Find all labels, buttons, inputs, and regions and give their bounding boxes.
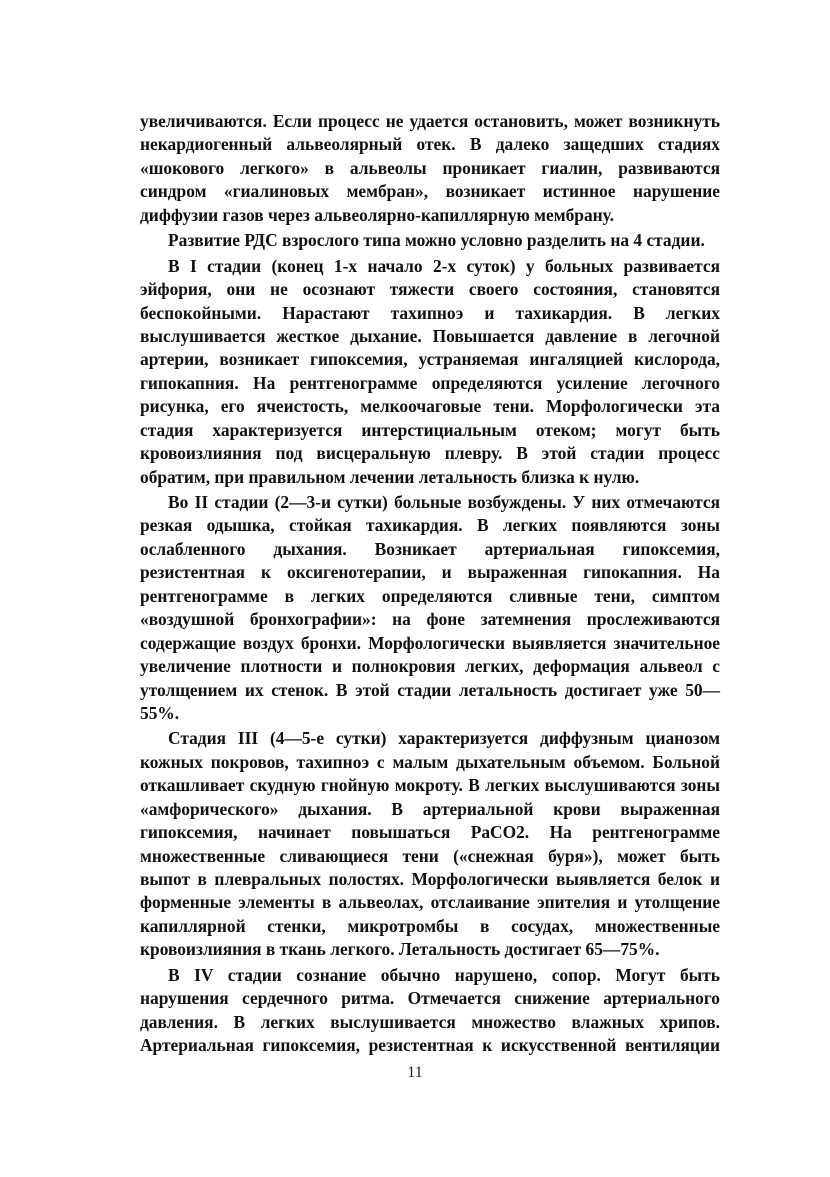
- text-line: 55%.: [140, 702, 180, 723]
- text-line: выпот в плевральных полостях. Морфологически выявляется белок и: [140, 869, 720, 889]
- text-line: синдром «гиалиновых мембран», возникает истинное нарушение: [140, 181, 720, 202]
- text-line: нарушения сердечного ритма. Отмечается снижение артериального: [140, 988, 720, 1009]
- text-line: диффузии газов через альвеолярно-капиллярную мембрану.: [140, 204, 614, 225]
- text-line: кровоизлияния в ткань легкого. Летальность достигает 65—75%.: [140, 939, 660, 960]
- body-text: [140, 110, 720, 1058]
- text-line: форменные элементы в альвеолах, отслаивание эпителия и утолщение: [140, 892, 720, 913]
- paragraph: [140, 255, 720, 489]
- text-line: выслушивается жесткое дыхание. Повышается давление в легочной: [140, 325, 720, 346]
- text-line: увеличение плотности и полнокровия легких, деформация альвеол с: [140, 656, 720, 677]
- text-line: эйфория, они не осознают тяжести своего состояния, становятся: [140, 279, 720, 300]
- text-line: ослабленного дыхания. Возникает артериальная гипоксемия,: [140, 538, 720, 559]
- text-line: множественные сливающиеся тени («снежная буря»), может быть: [140, 845, 720, 866]
- text-line: В I стадии (конец 1-х начало 2-х суток) у больных развивается: [168, 255, 720, 276]
- paragraph: [140, 229, 720, 252]
- text-line: «амфорического» дыхания. В артериальной крови выраженная: [140, 798, 720, 819]
- text-line: Во II стадии (2—3-и сутки) больные возбуждены. У них отмечаются: [168, 492, 720, 512]
- text-line: кожных покровов, тахипноэ с малым дыхательным объемом. Больной: [140, 751, 720, 772]
- paragraph: [140, 964, 720, 1058]
- text-line: гипокапния. На рентгенограмме определяются усиление легочного: [140, 372, 720, 393]
- paragraph: [140, 727, 720, 961]
- paragraph: [140, 110, 720, 227]
- text-line: резкая одышка, стойкая тахикардия. В легких появляются зоны: [140, 515, 720, 536]
- text-line: гипоксемия, начинает повышаться РаСО2. На рентгенограмме: [140, 822, 720, 843]
- text-line: стадия характеризуется интерстициальным отеком; могут быть: [140, 419, 720, 440]
- text-line: рентгенограмме в легких определяются сливные тени, симптом: [140, 585, 720, 606]
- text-line: некардиогенный альвеолярный отек. В далеко защедших стадиях: [140, 134, 720, 155]
- text-line: Развитие РДС взрослого типа можно условно разделить на 4 стадии.: [168, 230, 705, 251]
- text-line: капиллярной стенки, микротромбы в сосудах, множественные: [140, 915, 720, 936]
- page-number: 11: [407, 1064, 423, 1081]
- text-line: В IV стадии сознание обычно нарушено, сопор. Могут быть: [168, 964, 720, 985]
- text-line: обратим, при правильном лечении летальность близка к нулю.: [140, 466, 640, 487]
- text-line: «шокового легкого» в альвеолы проникает гиалин, развиваются: [140, 157, 720, 178]
- paragraph: [140, 491, 720, 725]
- text-line: артерии, возникает гипоксемия, устраняемая ингаляцией кислорода,: [140, 349, 720, 370]
- text-line: содержащие воздух бронхи. Морфологически выявляется значительное: [140, 632, 720, 653]
- text-line: кровоизлияния под висцеральную плевру. В этой стадии процесс: [140, 443, 720, 464]
- text-line: давления. В легких выслушивается множество влажных хрипов.: [140, 1011, 720, 1032]
- text-line: резистентная к оксигенотерапии, и выраженная гипокапния. На: [140, 562, 720, 583]
- text-line: рисунка, его ячеистость, мелкоочаговые тени. Морфологически эта: [140, 396, 720, 417]
- text-line: увеличиваются. Если процесс не удается остановить, может возникнуть: [140, 111, 720, 131]
- text-line: «воздушной бронхографии»: на фоне затемнения прослеживаются: [140, 609, 720, 630]
- text-line: утолщением их стенок. В этой стадии летальность достигает уже 50—: [140, 679, 720, 700]
- text-line: беспокойными. Нарастают тахипноэ и тахикардия. В легких: [140, 302, 720, 323]
- text-line: откашливает скудную гнойную мокроту. В легких выслушиваются зоны: [140, 775, 720, 796]
- text-line: Стадия III (4—5-е сутки) характеризуется диффузным цианозом: [168, 728, 720, 749]
- text-line: Артериальная гипоксемия, резистентная к искусственной вентиляции: [140, 1035, 720, 1056]
